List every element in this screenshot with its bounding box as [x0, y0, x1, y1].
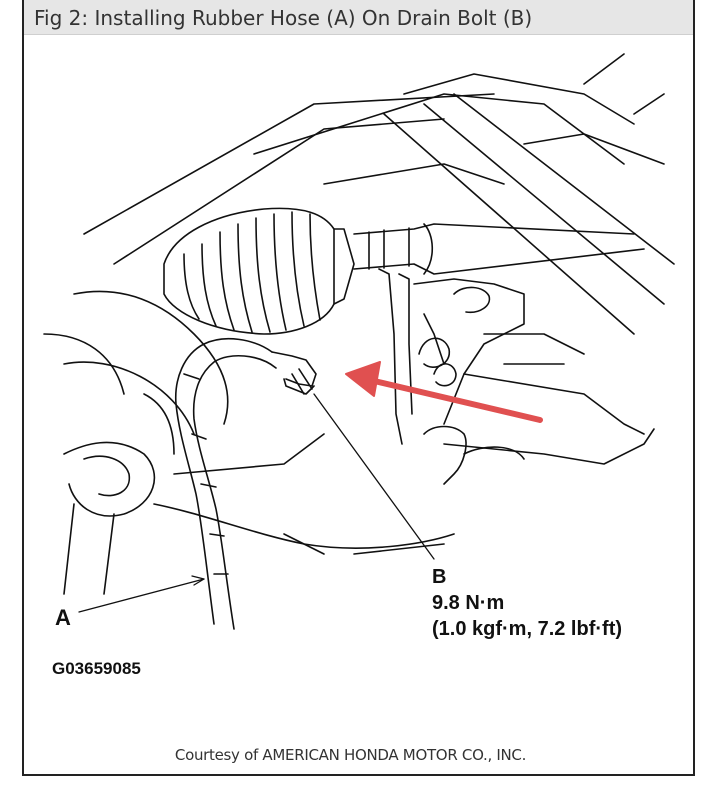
- figure-code: G03659085: [52, 659, 141, 678]
- label-b: B: [432, 566, 447, 588]
- leader-line-b: [314, 394, 434, 559]
- engine-background-lines: [44, 54, 674, 594]
- figure-title: Fig 2: Installing Rubber Hose (A) On Drain Bolt (B): [34, 6, 533, 30]
- red-arrow-annotation: [346, 362, 540, 420]
- title-bar: [24, 0, 693, 35]
- drain-bolt: [272, 352, 316, 394]
- label-a: A: [55, 605, 71, 630]
- axle-boot: [164, 208, 354, 334]
- leader-line-a: [79, 579, 204, 612]
- rubber-hose: [176, 339, 276, 629]
- axle-shaft: [354, 224, 644, 274]
- bracket: [379, 269, 654, 484]
- torque-alt-units: (1.0 kgf·m, 7.2 lbf·ft): [432, 618, 623, 640]
- leader-lines: [79, 394, 434, 612]
- courtesy-credit: Courtesy of AMERICAN HONDA MOTOR CO., INC.: [174, 746, 527, 764]
- torque-nm: 9.8 N·m: [432, 592, 505, 614]
- red-arrow-head: [346, 362, 380, 396]
